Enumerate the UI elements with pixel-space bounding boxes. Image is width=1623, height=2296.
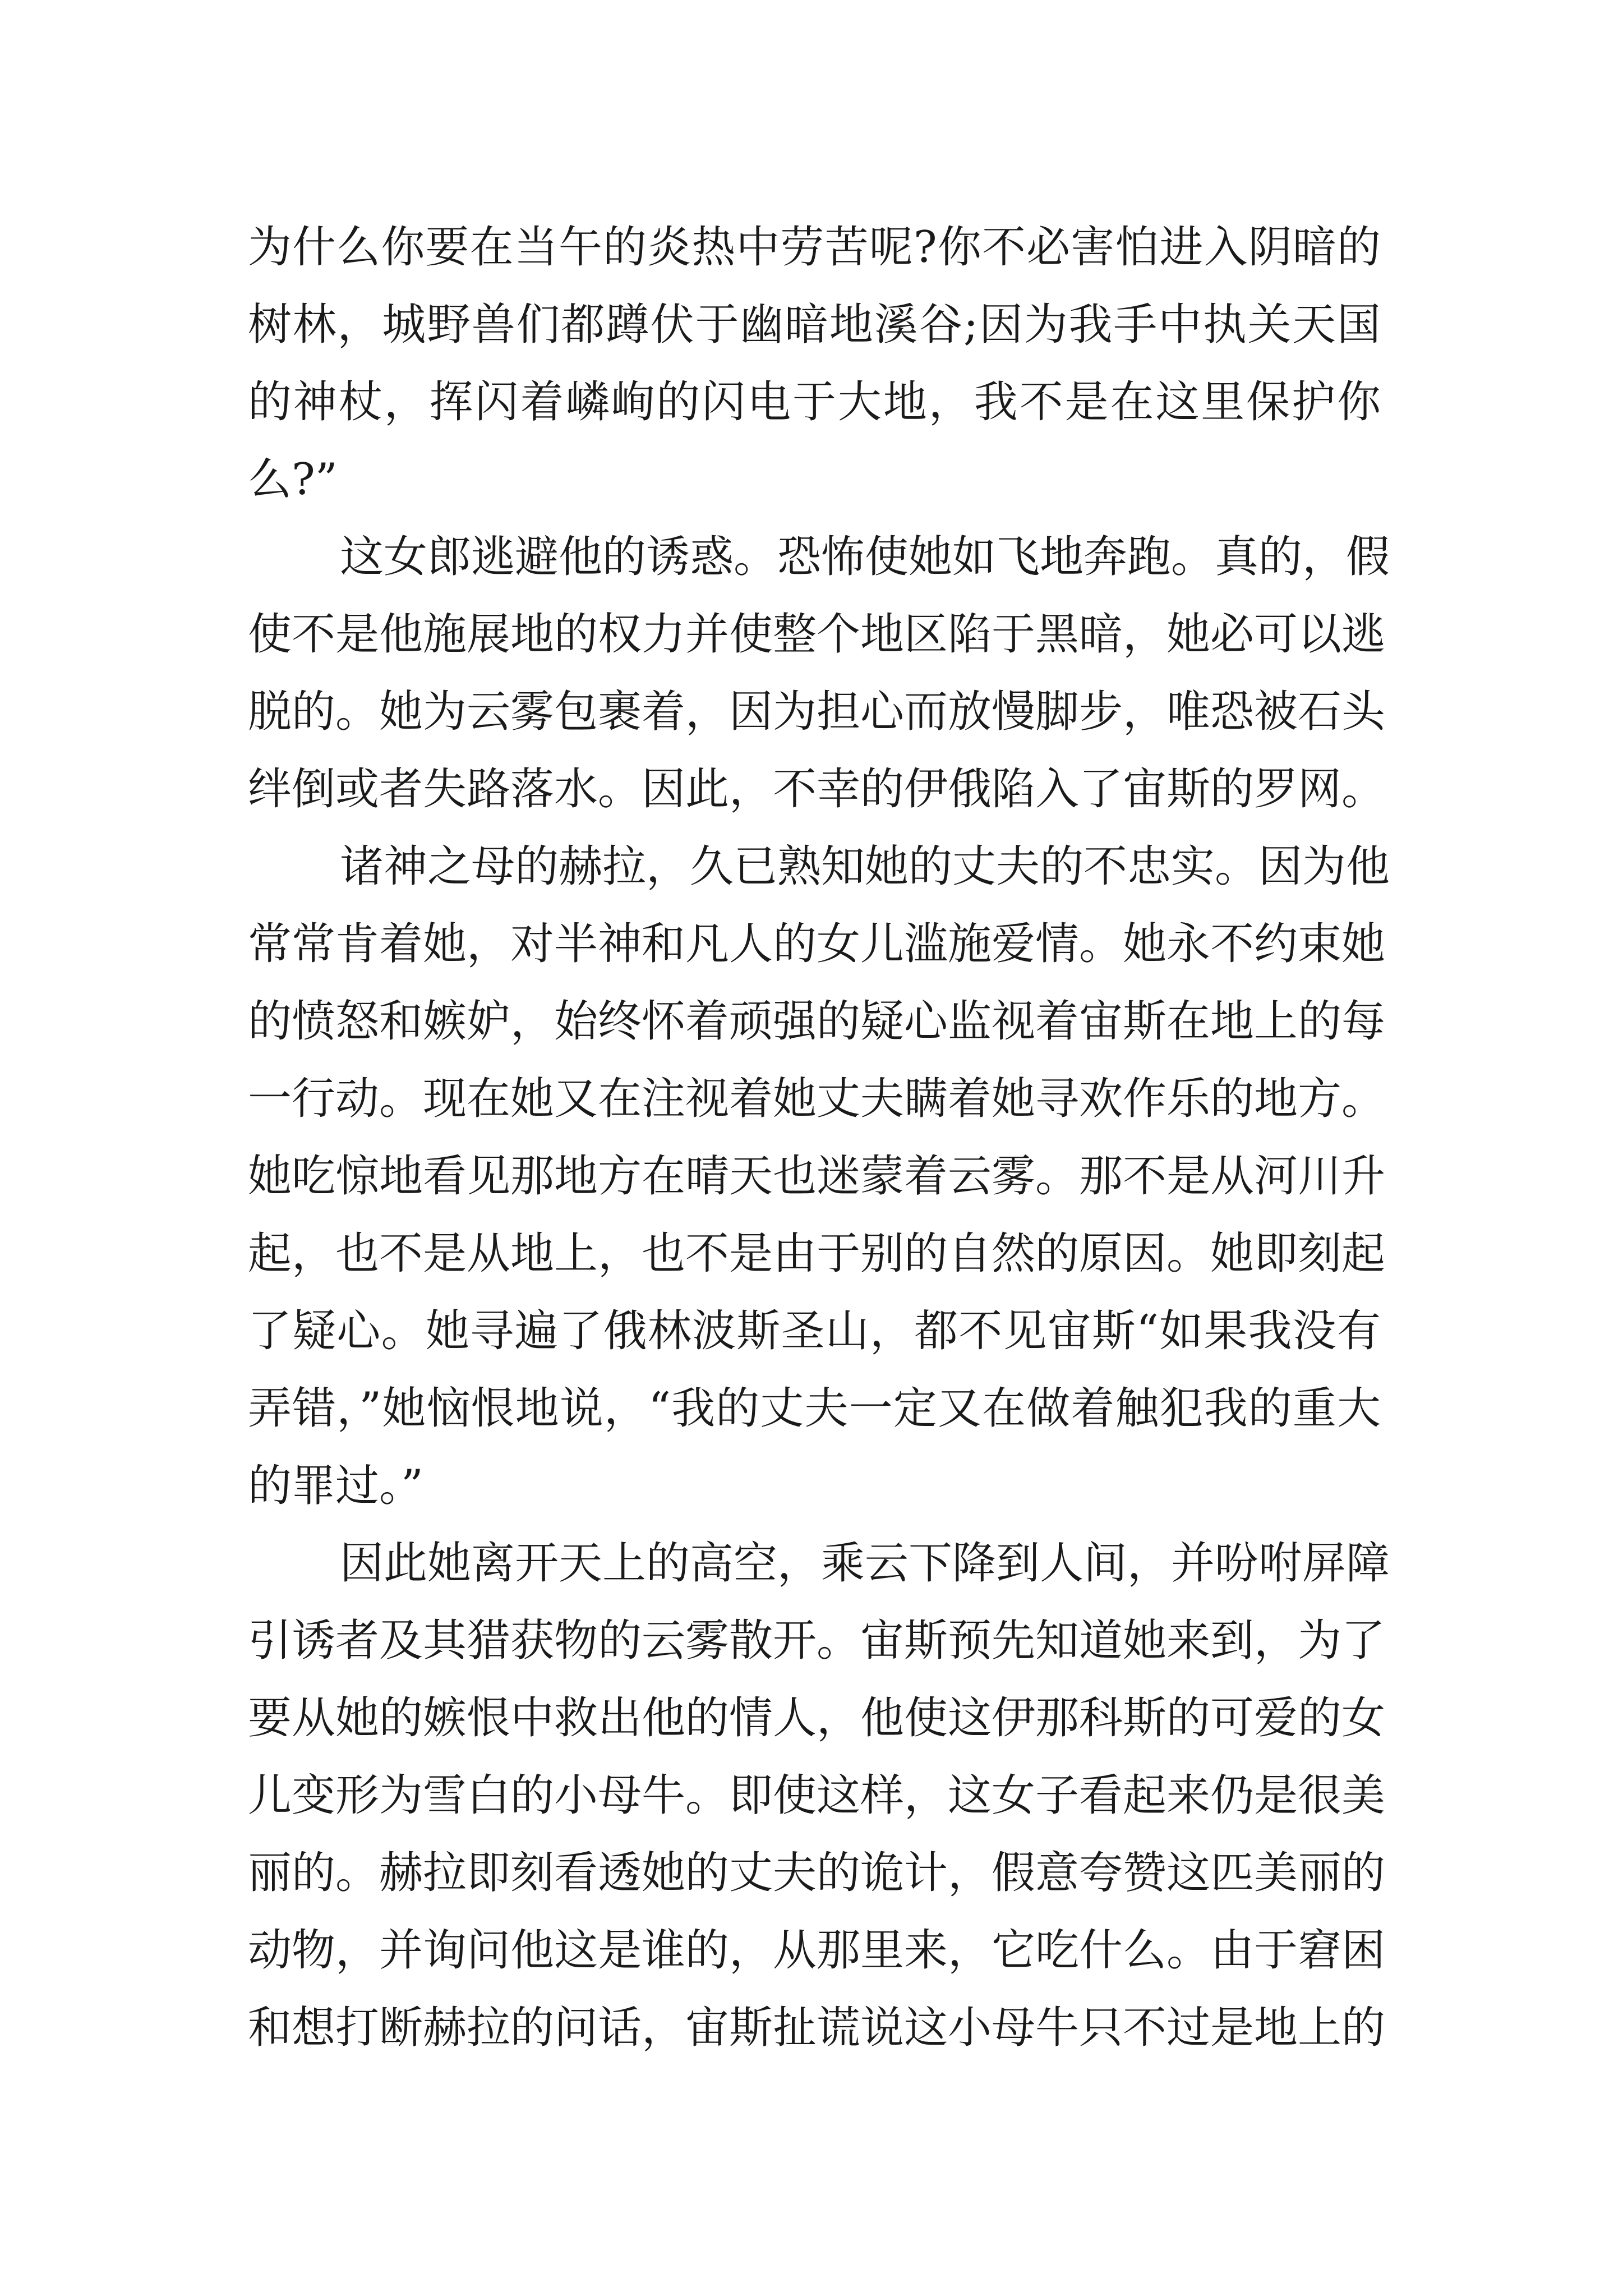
text-line: 绊倒或者失路落水。因此，不幸的伊俄陷入了宙斯的罗网。 [248, 764, 1386, 815]
text-line: 为什么你要在当午的炎热中劳苦呢?你不必害怕进入阴暗的 [248, 222, 1381, 273]
text-line: 的神杖，挥闪着嶙峋的闪电于大地，我不是在这里保护你 [248, 377, 1381, 427]
text-line: 儿变形为雪白的小母牛。即使这样，这女子看起来仍是很美 [248, 1770, 1386, 1821]
paragraph-first-line: 因此她离开天上的高空，乘云下降到人间，并吩咐屏障 [340, 1538, 1390, 1589]
text-line: 要从她的嫉恨中救出他的情人，他使这伊那科斯的可爱的女 [248, 1693, 1386, 1743]
text-line: 弄错，”她恼恨地说，“我的丈夫一定又在做着触犯我的重大 [248, 1383, 1381, 1434]
text-line: 丽的。赫拉即刻看透她的丈夫的诡计，假意夸赞这匹美丽的 [248, 1848, 1386, 1898]
text-line: 引诱者及其猎获物的云雾散开。宙斯预先知道她来到，为了 [248, 1616, 1386, 1666]
text-line: 起，也不是从地上，也不是由于别的自然的原因。她即刻起 [248, 1228, 1386, 1279]
text-line: 的愤怒和嫉妒，始终怀着顽强的疑心监视着宙斯在地上的每 [248, 996, 1386, 1047]
text-line: 脱的。她为云雾包裹着，因为担心而放慢脚步，唯恐被石头 [248, 687, 1386, 737]
text-line: 的罪过。” [248, 1461, 423, 1511]
text-line: 了疑心。她寻遍了俄林波斯圣山，都不见宙斯“如果我没有 [248, 1306, 1381, 1356]
text-line: 她吃惊地看见那地方在晴天也迷蒙着云雾。那不是从河川升 [248, 1151, 1386, 1202]
text-line: 树林，城野兽们都蹲伏于幽暗地溪谷;因为我手中执关天国 [248, 300, 1381, 350]
text-line: 使不是他施展地的权力并使整个地区陷于黑暗，她必可以逃 [248, 609, 1386, 660]
text-line: 一行动。现在她又在注视着她丈夫瞒着她寻欢作乐的地方。 [248, 1074, 1386, 1124]
text-line: 常常肯着她，对半神和凡人的女儿滥施爱情。她永不约束她 [248, 919, 1386, 969]
paragraph-first-line: 这女郎逃避他的诱惑。恐怖使她如飞地奔跑。真的，假 [340, 532, 1390, 582]
text-line: 和想打断赫拉的问话，宙斯扯谎说这小母牛只不过是地上的 [248, 2003, 1386, 2053]
text-line: 么?” [248, 454, 338, 505]
body-text [248, 209, 1390, 2067]
paragraph-first-line: 诸神之母的赫拉，久已熟知她的丈夫的不忠实。因为他 [340, 841, 1390, 892]
text-line: 动物，并询问他这是谁的，从那里来，它吃什么。由于窘困 [248, 1925, 1386, 1976]
